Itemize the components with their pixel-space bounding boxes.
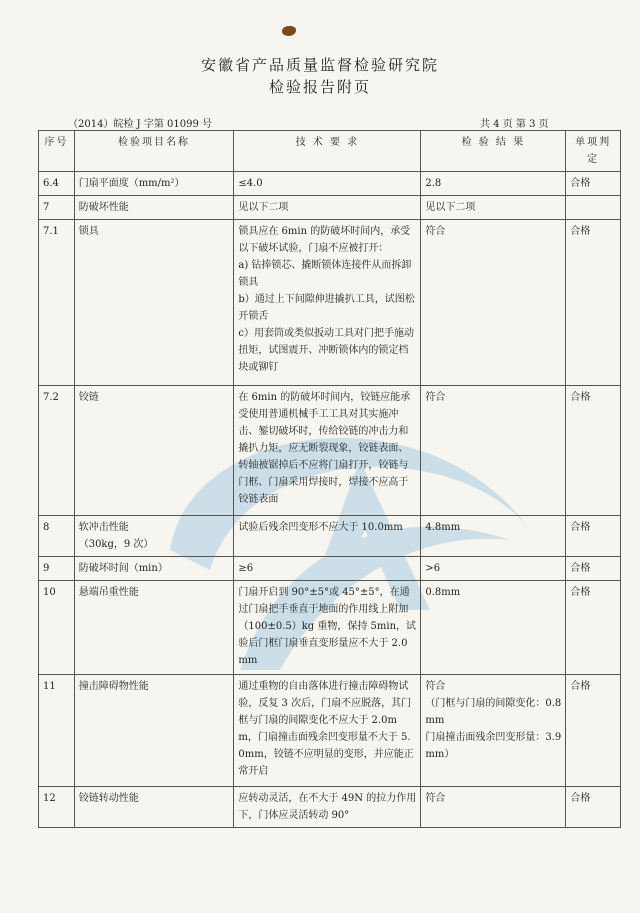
row-item: 锁具: [74, 220, 234, 386]
row-item: 门扇平面度（mm/m²）: [74, 172, 234, 196]
row-requirement: 锁具应在 6min 的防破坏时间内，承受以下破坏试验，门扇不应被打开： a) 钻捧锁芯、撬断锁体连接件从而拆卸锁具 b）通过上下间隙伸进撬扒工具，试图松开锁舌 c）用套筒或类似扳动工具对门把手施动扭矩，试图震开、冲断锁体内的锁定档块或铆钉: [234, 220, 421, 386]
row-verdict: 合格: [566, 172, 621, 196]
row-item: 铰链: [74, 386, 234, 516]
row-result: 见以下二项: [421, 196, 566, 220]
row-verdict: 合格: [566, 581, 621, 675]
table-header-row: [39, 131, 621, 172]
row-no: 12: [39, 787, 75, 828]
table-row: [39, 675, 621, 787]
row-no: 7.2: [39, 386, 75, 516]
row-result: 2.8: [421, 172, 566, 196]
row-result: >6: [421, 557, 566, 581]
row-item: 防破坏性能: [74, 196, 234, 220]
row-requirement: ≤4.0: [234, 172, 421, 196]
row-no: 9: [39, 557, 75, 581]
row-item: 撞击障碍物性能: [74, 675, 234, 787]
row-no: 10: [39, 581, 75, 675]
table-row: [39, 172, 621, 196]
row-result: 符合: [421, 220, 566, 386]
row-result: 符合: [421, 386, 566, 516]
table-row: [39, 516, 621, 557]
institute-title: 安徽省产品质量监督检验研究院: [200, 56, 439, 74]
header-result: 检 验 结 果: [421, 131, 566, 172]
row-verdict: [566, 196, 621, 220]
row-no: 6.4: [39, 172, 75, 196]
row-result: 符合 （门框与门扇的间隙变化：0.8mm 门扇撞击面残余凹变形量：3.9mm）: [421, 675, 566, 787]
header-item: 检验项目名称: [74, 131, 234, 172]
page-count: 共 4 页 第 3 页: [480, 119, 549, 130]
row-requirement: 门扇开启到 90°±5°或 45°±5°，在通过门扇把手垂直于地面的作用线上附加（100±0.5）kg 重物，保持 5min，试验后门框门扇垂直变形量应不大于 2.0mm: [234, 581, 421, 675]
row-item: 防破坏时间（min）: [74, 557, 234, 581]
row-item: 软冲击性能 （30kg，9 次）: [74, 516, 234, 557]
row-requirement: ≥6: [234, 557, 421, 581]
row-result: 符合: [421, 787, 566, 828]
row-verdict: 合格: [566, 787, 621, 828]
row-no: 11: [39, 675, 75, 787]
row-no: 7.1: [39, 220, 75, 386]
header-requirement: 技 术 要 求: [234, 131, 421, 172]
table-row: [39, 581, 621, 675]
report-subtitle: 检验报告附页: [268, 78, 371, 96]
row-result: 0.8mm: [421, 581, 566, 675]
header-no: 序号: [39, 131, 75, 172]
row-item: 铰链转动性能: [74, 787, 234, 828]
row-verdict: 合格: [566, 386, 621, 516]
header-verdict: 单项判定: [566, 131, 621, 172]
row-requirement: 在 6min 的防破坏时间内，铰链应能承受使用普通机械手工工具对其实施冲击、錾切破坏时，传给铰链的冲击力和撬扒力矩，应无断裂现象，铰链表面、转轴被锯掉后不应将门扇打开，铰链与门框、门扇采用焊接时，焊接不应高于铰链表面: [234, 386, 421, 516]
row-requirement: 试验后残余凹变形不应大于 10.0mm: [234, 516, 421, 557]
row-verdict: 合格: [566, 516, 621, 557]
row-verdict: 合格: [566, 675, 621, 787]
row-requirement: 通过重物的自由落体进行撞击障碍物试验，反复 3 次后，门扇不应脱落，其门框与门扇的间隙变化不应大于 2.0mm，门扇撞击面残余凹变形量不大于 5.0mm，铰链不应明显的变形，并应能正常开启: [234, 675, 421, 787]
table-row: [39, 196, 621, 220]
row-no: 7: [39, 196, 75, 220]
row-verdict: 合格: [566, 557, 621, 581]
row-result: 4.8mm: [421, 516, 566, 557]
table-row: [39, 787, 621, 828]
paper-stain: [282, 26, 296, 36]
inspection-table: [38, 130, 621, 828]
row-requirement: 应转动灵活，在不大于 49N 的拉力作用下，门体应灵活转动 90°: [234, 787, 421, 828]
table-row: [39, 557, 621, 581]
row-requirement: 见以下二项: [234, 196, 421, 220]
row-item: 悬端吊重性能: [74, 581, 234, 675]
row-verdict: 合格: [566, 220, 621, 386]
table-row: [39, 220, 621, 386]
row-no: 8: [39, 516, 75, 557]
report-number: （2014）皖检 J 字第 01099 号: [68, 119, 212, 130]
table-row: [39, 386, 621, 516]
